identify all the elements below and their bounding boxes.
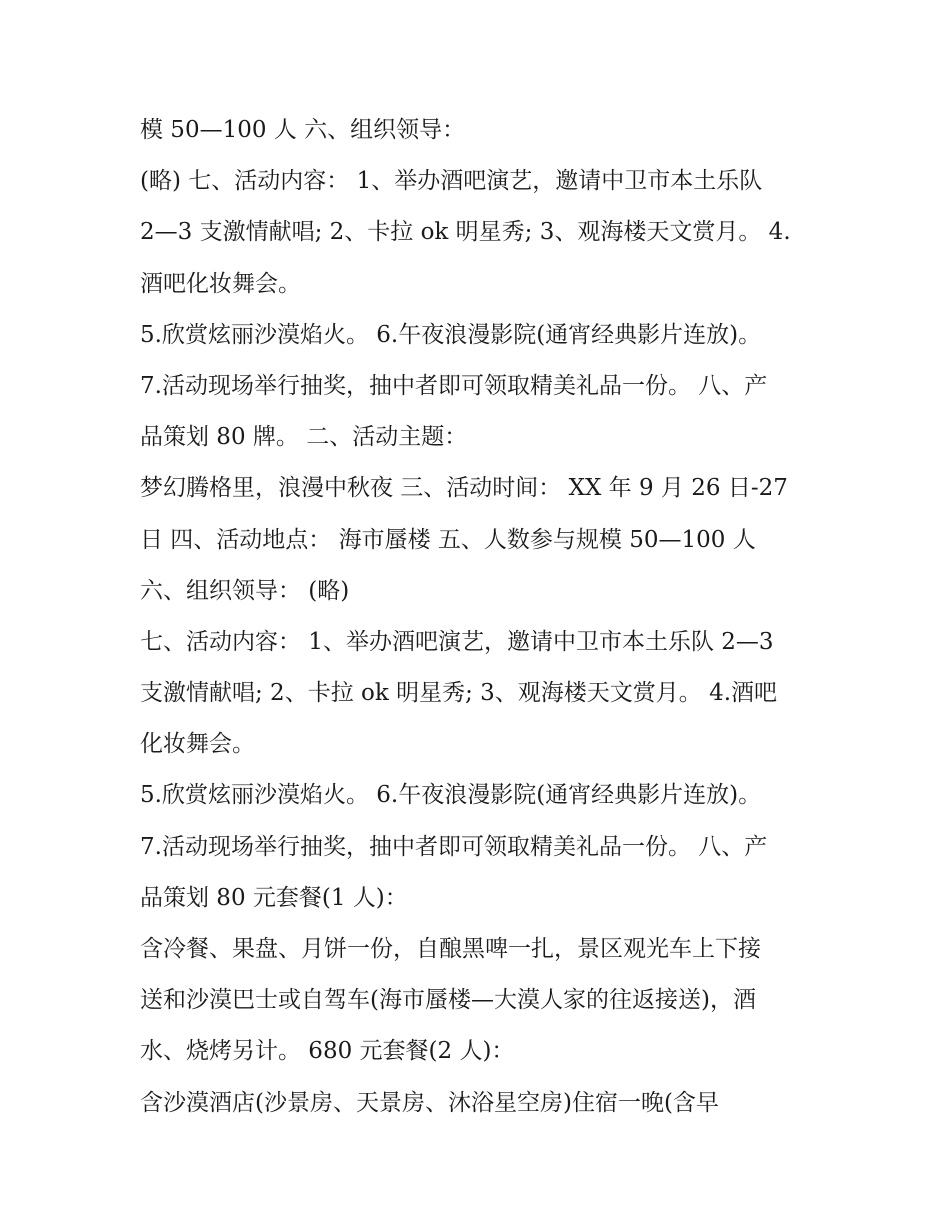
text-line-6: 7.活动现场举行抽奖，抽中者即可领取精美礼品一份。 八、产	[140, 372, 768, 399]
text-line-12: 支激情献唱; 2、卡拉 ok 明星秀; 3、观海楼天文赏月。 4.酒吧	[140, 680, 778, 707]
text-line-11: 七、活动内容： 1、举办酒吧演艺，邀请中卫市本土乐队 2—3	[140, 628, 774, 655]
text-line-7: 品策划 80 牌。 二、活动主题：	[140, 424, 468, 451]
text-line-16: 品策划 80 元套餐(1 人)：	[140, 884, 408, 911]
text-line-15: 7.活动现场举行抽奖，抽中者即可领取精美礼品一份。 八、产	[140, 833, 768, 860]
text-line-4: 酒吧化妆舞会。	[140, 270, 301, 297]
text-line-17: 含冷餐、果盘、月饼一份，自酿黑啤一扎，景区观光车上下接	[140, 936, 761, 962]
text-line-19: 水、烧烤另计。 680 元套餐(2 人)：	[140, 1038, 515, 1065]
text-line-14: 5.欣赏炫丽沙漠焰火。 6.午夜浪漫影院(通宵经典影片连放)。	[140, 782, 762, 809]
text-line-9: 日 四、活动地点： 海市蜃楼 五、人数参与规模 50—100 人	[140, 526, 756, 553]
text-line-2: (略) 七、活动内容： 1、举办酒吧演艺，邀请中卫市本土乐队	[140, 168, 763, 195]
text-line-20: 含沙漠酒店(沙景房、天景房、沐浴星空房)住宿一晚(含早	[140, 1089, 719, 1116]
text-line-18: 送和沙漠巴士或自驾车(海市蜃楼—大漠人家的往返接送)，酒	[140, 987, 756, 1014]
text-line-1: 模 50—100 人 六、组织领导：	[140, 117, 466, 143]
text-line-3: 2—3 支激情献唱; 2、卡拉 ok 明星秀; 3、观海楼天文赏月。 4.	[140, 219, 791, 246]
document-body	[140, 105, 820, 1129]
text-line-5: 5.欣赏炫丽沙漠焰火。 6.午夜浪漫影院(通宵经典影片连放)。	[140, 321, 762, 348]
text-line-13: 化妆舞会。	[140, 731, 255, 758]
text-line-10: 六、组织领导： (略)	[140, 577, 350, 604]
text-line-8: 梦幻腾格里，浪漫中秋夜 三、活动时间： XX 年 9 月 26 日-27	[140, 475, 788, 502]
